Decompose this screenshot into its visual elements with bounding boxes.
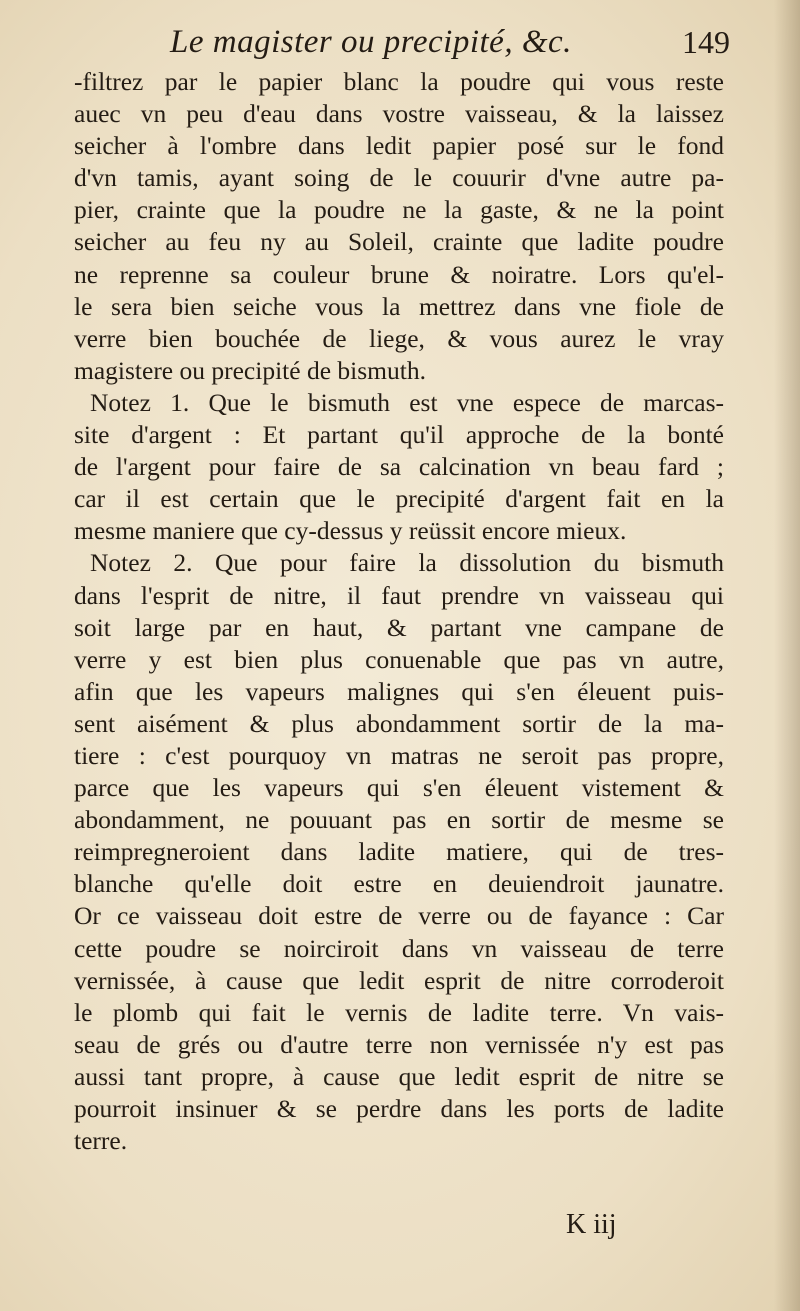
text-line: mesme maniere que cy-dessus y reüssit encore mieux. [74, 516, 627, 546]
text-line: verre bien bouchée de liege, & vous aurez le vray [74, 323, 724, 353]
text-line: car il est certain que le precipité d'argent fait en la [74, 484, 724, 514]
page-number: 149 [682, 24, 730, 60]
text-line: le plomb qui fait le vernis de ladite terre. Vn vais- [74, 997, 724, 1027]
text-line: afin que les vapeurs malignes qui s'en éleuent puis- [74, 676, 724, 706]
text-line: abondamment, ne pouuant pas en sortir de mesme se [74, 805, 724, 835]
text-line: cette poudre se noirciroit dans vn vaisseau de terre [74, 933, 724, 963]
text-line: auec vn peu d'eau dans vostre vaisseau, & la laissez [74, 99, 724, 129]
text-line: blanche qu'elle doit estre en deuiendroit jaunatre. [74, 869, 724, 899]
text-line: vernissée, à cause que ledit esprit de nitre corroderoit [74, 965, 724, 995]
text-line: seau de grés ou d'autre terre non vernissée n'y est pas [74, 1029, 724, 1059]
text-line: verre y est bien plus conuenable que pas vn autre, [74, 644, 724, 674]
text-line: de l'argent pour faire de sa calcination vn beau fard ; [74, 452, 724, 482]
running-header [170, 18, 730, 66]
text-line: sent aisément & plus abondamment sortir de la ma- [74, 708, 724, 738]
text-line: le sera bien seiche vous la mettrez dans vne fiole de [74, 291, 724, 321]
text-line: soit large par en haut, & partant vne campane de [74, 612, 724, 642]
text-line: parce que les vapeurs qui s'en éleuent vistement & [74, 773, 724, 803]
text-line: pourroit insinuer & se perdre dans les ports de ladite [74, 1094, 724, 1123]
text-line: dans l'esprit de nitre, il faut prendre vn vaisseau qui [74, 580, 724, 610]
text-line: aussi tant propre, à cause que ledit esprit de nitre se [74, 1061, 724, 1091]
text-line: seicher au feu ny au Soleil, crainte que ladite poudre [74, 227, 724, 257]
running-title: Le magister ou precipité, &c. [170, 24, 572, 60]
text-line: -filtrez par le papier blanc la poudre qui vous reste [74, 67, 724, 96]
text-line: pier, crainte que la poudre ne la gaste, & ne la point [74, 195, 724, 225]
text-line: seicher à l'ombre dans ledit papier posé sur le fond [74, 131, 724, 161]
text-line: tiere : c'est pourquoy vn matras ne seroit pas propre, [74, 740, 724, 770]
text-line: terre. [74, 1126, 128, 1156]
note-1-line: Notez 1. Que le bismuth est vne espece de marcas- [90, 387, 724, 417]
body-text [74, 66, 724, 1157]
text-line: magistere ou precipité de bismuth. [74, 355, 426, 385]
text-line: ne reprenne sa couleur brune & noiratre. Lors qu'el- [74, 259, 724, 289]
page-edge-shadow [774, 0, 800, 1311]
signature-mark: K iij [566, 1209, 617, 1240]
text-line: site d'argent : Et partant qu'il approche de la bonté [74, 420, 724, 450]
text-line: d'vn tamis, ayant soing de le couurir d'vne autre pa- [74, 163, 724, 193]
text-line: reimpregneroient dans ladite matiere, qui de tres- [74, 837, 724, 867]
text-line: Or ce vaisseau doit estre de verre ou de fayance : Car [74, 901, 724, 931]
note-2-line: Notez 2. Que pour faire la dissolution du bismuth [90, 548, 724, 578]
